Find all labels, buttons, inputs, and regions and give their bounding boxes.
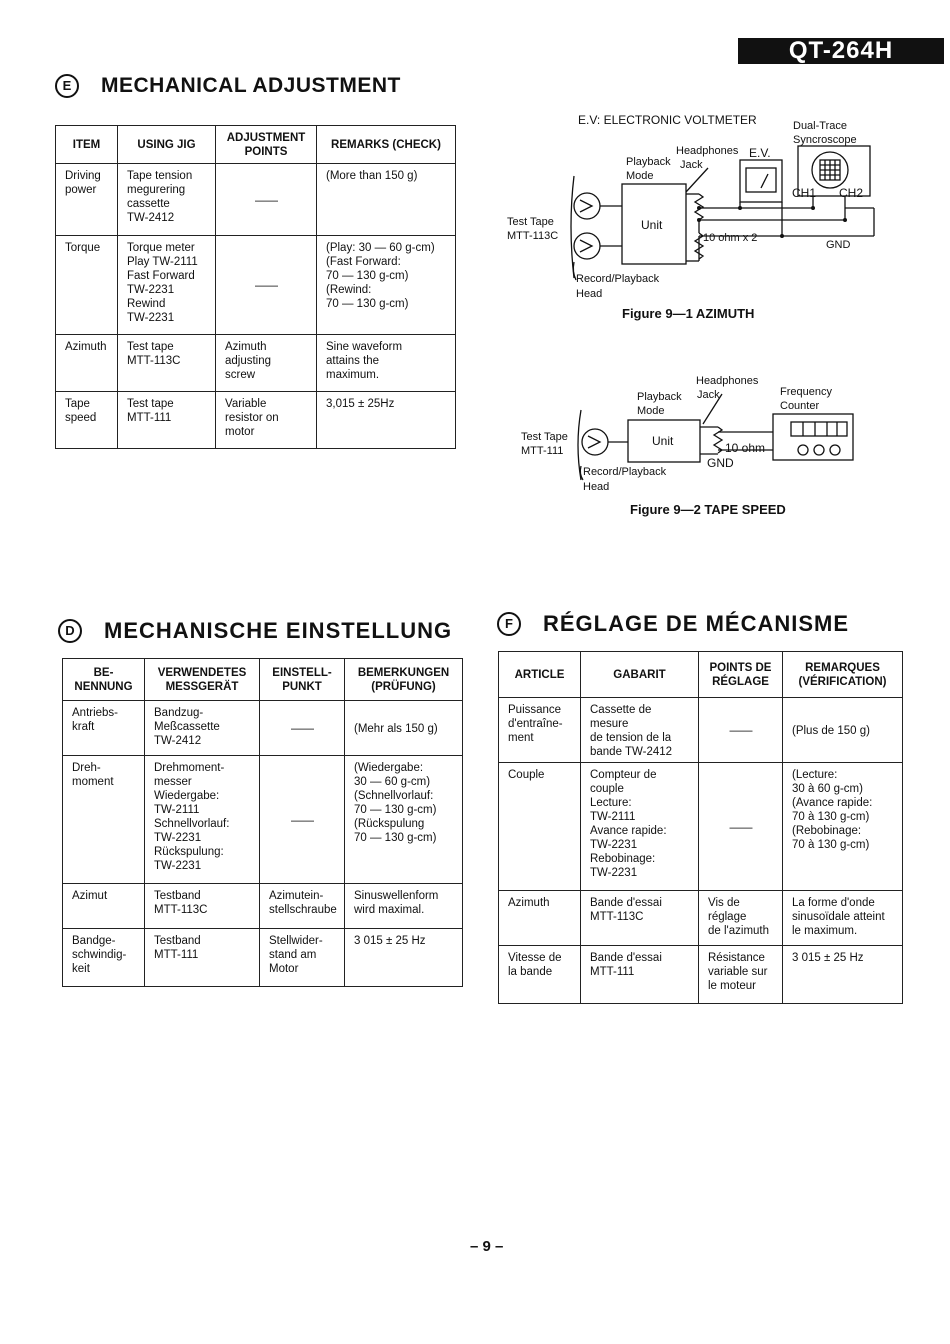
tape-reel-icon <box>574 193 600 219</box>
table-header-row <box>63 659 463 701</box>
freq-label-1: Frequency <box>780 386 832 398</box>
test-tape-label-2: MTT-113C <box>507 230 559 242</box>
cell-jig: Bande d'essai MTT-111 <box>581 946 699 1004</box>
pb-mode-label-1: Playback <box>637 391 682 403</box>
cell-remarks: Sine waveform attains the maximum. <box>317 335 456 392</box>
tape-reel-icon <box>574 233 600 259</box>
table-header-row <box>499 652 903 698</box>
figure-9-1-caption: Figure 9—1 AZIMUTH <box>622 306 755 321</box>
scope-label-1: Dual-Trace <box>793 120 847 132</box>
cell-points: —— <box>216 236 317 335</box>
cell-points: Vis de réglage de l'azimuth <box>699 891 783 946</box>
head-label-2: Head <box>576 288 603 300</box>
cell-jig: Torque meter Play TW-2111 Fast Forward TW-2231 Rewind TW-2231 <box>118 236 216 335</box>
section-e-heading <box>55 74 401 98</box>
cell-item: Couple <box>499 763 581 891</box>
cell-jig: Tape tension megurering cassette TW-2412 <box>118 164 216 236</box>
table-row <box>499 946 903 1004</box>
cell-remarks: 3,015 ± 25Hz <box>317 392 456 449</box>
col-header-item: ITEM <box>56 126 118 164</box>
cell-remarks: (Lecture: 30 à 60 g-cm) (Avance rapide: 70 à 130 g-cm) (Rebobinage: 70 à 130 g-cm) <box>783 763 903 891</box>
page-number: – 9 – <box>470 1238 504 1255</box>
resistor-label: 10 ohm x 2 <box>703 232 758 244</box>
head-label-1: Record/Playback <box>576 273 660 285</box>
section-f-letter-icon: F <box>497 612 521 636</box>
model-number-badge: QT-264H <box>738 38 944 64</box>
cell-points: —— <box>699 763 783 891</box>
resistor-label: 10 ohm <box>725 441 766 455</box>
cell-remarks: 3 015 ± 25 Hz <box>345 929 463 987</box>
test-tape-label-2: MTT-111 <box>521 445 564 457</box>
reglage-de-mecanisme-table <box>498 651 903 1004</box>
table-row <box>63 701 463 756</box>
ev-legend: E.V: ELECTRONIC VOLTMETER <box>578 113 757 127</box>
tape-reel-icon <box>582 429 608 455</box>
unit-label: Unit <box>652 434 674 448</box>
cell-points: —— <box>216 164 317 236</box>
ch1-label: CH1 <box>792 186 817 200</box>
col-header-remarks: REMARQUES (VÉRIFICATION) <box>783 652 903 698</box>
cell-points: Azimuth adjusting screw <box>216 335 317 392</box>
scope-label-2: Syncroscope <box>793 134 857 146</box>
table-row <box>499 698 903 763</box>
cell-remarks: (Mehr als 150 g) <box>345 701 463 756</box>
cell-item: Azimuth <box>499 891 581 946</box>
col-header-jig: VERWENDETES MESSGERÄT <box>145 659 260 701</box>
cell-jig: Test tape MTT-113C <box>118 335 216 392</box>
cell-points: Stellwider- stand am Motor <box>260 929 345 987</box>
table-row <box>63 929 463 987</box>
table-row <box>56 164 456 236</box>
cell-jig: Compteur de couple Lecture: TW-2111 Avance rapide: TW-2231 Rebobinage: TW-2231 <box>581 763 699 891</box>
cell-points: —— <box>699 698 783 763</box>
section-e-letter-icon: E <box>55 74 79 98</box>
cell-item: Driving power <box>56 164 118 236</box>
cell-item: Azimut <box>63 884 145 929</box>
table-header-row <box>56 126 456 164</box>
cell-points: Azimutein- stellschraube <box>260 884 345 929</box>
cell-points: Résistance variable sur le moteur <box>699 946 783 1004</box>
section-d-heading <box>58 618 452 644</box>
col-header-points: EINSTELL- PUNKT <box>260 659 345 701</box>
test-tape-label-1: Test Tape <box>507 216 554 228</box>
section-e-title: MECHANICAL ADJUSTMENT <box>101 74 401 97</box>
table-row <box>56 335 456 392</box>
test-tape-label-1: Test Tape <box>521 431 568 443</box>
cell-points: Variable resistor on motor <box>216 392 317 449</box>
cell-remarks: Sinuswellenform wird maximal. <box>345 884 463 929</box>
unit-label: Unit <box>641 218 663 232</box>
cell-remarks: La forme d'onde sinusoïdale atteint le maximum. <box>783 891 903 946</box>
col-header-points: POINTS DE RÉGLAGE <box>699 652 783 698</box>
cell-jig: Bande d'essai MTT-113C <box>581 891 699 946</box>
headphones-label: Headphones <box>676 145 739 157</box>
figure-9-2-caption: Figure 9—2 TAPE SPEED <box>630 502 786 517</box>
cell-item: Tape speed <box>56 392 118 449</box>
cell-remarks: (Wiedergabe: 30 — 60 g-cm) (Schnellvorlauf: 70 — 130 g-cm) (Rückspulung 70 — 130 g-cm) <box>345 756 463 884</box>
head-label-1: Record/Playback <box>583 466 667 478</box>
col-header-jig: USING JIG <box>118 126 216 164</box>
table-row <box>56 236 456 335</box>
cell-item: Bandge- schwindig- keit <box>63 929 145 987</box>
table-row <box>499 763 903 891</box>
cell-item: Antriebs- kraft <box>63 701 145 756</box>
cell-remarks: (More than 150 g) <box>317 164 456 236</box>
cell-remarks: (Play: 30 — 60 g-cm) (Fast Forward: 70 — 130 g-cm) (Rewind: 70 — 130 g-cm) <box>317 236 456 335</box>
col-header-item: BE- NENNUNG <box>63 659 145 701</box>
gnd-label: GND <box>707 456 734 470</box>
cell-jig: Testband MTT-111 <box>145 929 260 987</box>
pb-mode-label-2: Mode <box>626 170 654 182</box>
cell-points: —— <box>260 701 345 756</box>
col-header-remarks: BEMERKUNGEN (PRÜFUNG) <box>345 659 463 701</box>
section-d-letter-icon: D <box>58 619 82 643</box>
table-row <box>499 891 903 946</box>
cell-remarks: 3 015 ± 25 Hz <box>783 946 903 1004</box>
table-row <box>56 392 456 449</box>
table-row <box>63 884 463 929</box>
col-header-item: ARTICLE <box>499 652 581 698</box>
section-f-heading <box>497 611 849 637</box>
col-header-remarks: REMARKS (CHECK) <box>317 126 456 164</box>
headphones-label: Headphones <box>696 375 759 387</box>
freq-label-2: Counter <box>780 400 820 412</box>
pb-mode-label-1: Playback <box>626 156 671 168</box>
cell-item: Puissance d'entraîne- ment <box>499 698 581 763</box>
gnd-label: GND <box>826 239 851 251</box>
cell-remarks: (Plus de 150 g) <box>783 698 903 763</box>
jack-label: Jack <box>680 159 703 171</box>
col-header-points: ADJUSTMENT POINTS <box>216 126 317 164</box>
cell-item: Vitesse de la bande <box>499 946 581 1004</box>
jack-label: Jack <box>697 389 720 401</box>
cell-jig: Test tape MTT-111 <box>118 392 216 449</box>
frequency-counter-icon <box>773 414 853 460</box>
cell-jig: Bandzug- Meßcassette TW-2412 <box>145 701 260 756</box>
ev-label: E.V. <box>749 146 771 160</box>
cell-jig: Cassette de mesure de tension de la bande TW-2412 <box>581 698 699 763</box>
section-f-title: RÉGLAGE DE MÉCANISME <box>543 611 850 636</box>
cell-item: Azimuth <box>56 335 118 392</box>
cell-jig: Testband MTT-113C <box>145 884 260 929</box>
col-header-jig: GABARIT <box>581 652 699 698</box>
ch2-label: CH2 <box>839 186 864 200</box>
section-d-title: MECHANISCHE EINSTELLUNG <box>104 618 453 643</box>
cell-item: Dreh- moment <box>63 756 145 884</box>
cell-item: Torque <box>56 236 118 335</box>
mechanical-adjustment-table <box>55 125 456 449</box>
table-row <box>63 756 463 884</box>
mechanische-einstellung-table <box>62 658 463 987</box>
cell-jig: Drehmoment- messer Wiedergabe: TW-2111 Schnellvorlauf: TW-2231 Rückspulung: TW-2231 <box>145 756 260 884</box>
azimuth-diagram <box>500 108 900 308</box>
tape-speed-diagram <box>515 370 865 500</box>
pb-mode-label-2: Mode <box>637 405 665 417</box>
head-label-2: Head <box>583 481 610 493</box>
cell-points: —— <box>260 756 345 884</box>
